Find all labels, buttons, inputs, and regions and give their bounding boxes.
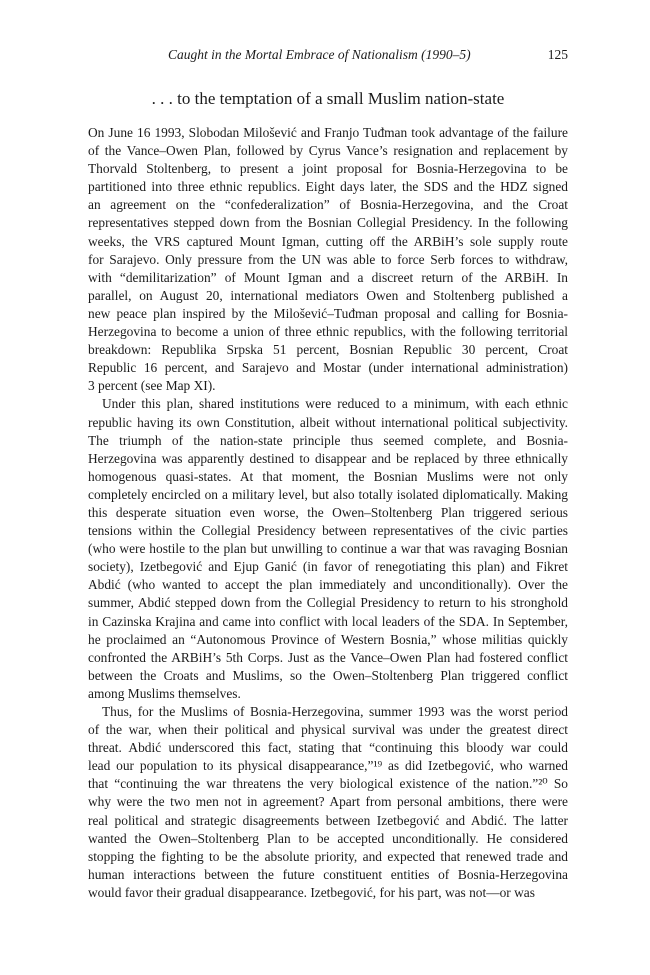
text-line: breakdown: Republika Srpska 51 percent, Bosnian Republic 30 percent, Croat <box>88 342 568 358</box>
text-line: Republic 16 percent, and Sarajevo and Mostar (under international administration) <box>88 360 568 376</box>
text-line: 3 percent (see Map XI). <box>88 378 216 394</box>
body-text <box>88 124 568 902</box>
text-line: of the war, when their political and physical survival was under the greatest direct <box>88 722 568 738</box>
text-line: Thus, for the Muslims of Bosnia-Herzegovina, summer 1993 was the worst period <box>102 704 568 719</box>
text-line: summer, Abdić stepped down from the Collegial Presidency to return to his stronghold <box>88 595 568 611</box>
running-head-title: Caught in the Mortal Embrace of Nationalism (1990–5) <box>168 47 471 62</box>
text-line: human interactions between the future constituent entities of Bosnia-Herzegovina <box>88 866 568 882</box>
text-line: he proclaimed an “Autonomous Province of Western Bosnia,” whose militias quickly <box>88 631 568 647</box>
text-line: this desperate situation even worse, the Owen–Stoltenberg Plan triggered serious <box>88 504 568 520</box>
text-line: with “demilitarization” of Mount Igman and a discreet return of the ARBiH. In <box>88 269 568 285</box>
text-line: confronted the ARBiH’s 5th Corps. Just as the Vance–Owen Plan had fostered conflict <box>88 649 568 665</box>
text-line: Under this plan, shared institutions were reduced to a minimum, with each ethnic <box>102 396 568 412</box>
text-line: representatives stepped down from the Bosnian Collegial Presidency. In the following <box>88 215 568 231</box>
text-line: among Muslims themselves. <box>88 685 241 701</box>
text-line: in Cazinska Krajina and came into conflict with local leaders of the SDA. In September, <box>88 613 568 629</box>
text-line: Herzegovina to become a union of three ethnic republics, with the following territorial <box>88 324 568 340</box>
paragraph <box>88 124 568 395</box>
text-line: tensions within the Collegial Presidency between representatives of the civic parties <box>88 523 568 539</box>
text-line: why were the two men not in agreement? Apart from personal ambitions, there were <box>88 794 568 810</box>
text-line: (who were hostile to the plan but unwilling to continue a war that was ravaging Bosnian <box>88 541 568 557</box>
text-line: threat. Abdić underscored this fact, stating that “continuing this bloody war could <box>88 740 568 756</box>
text-line: homogenous quasi-states. At that moment, the Bosnian Muslims were not only <box>88 468 568 484</box>
text-line: Herzegovina was apparently destined to disappear and be replaced by three ethnically <box>88 450 568 466</box>
paragraph <box>88 395 568 703</box>
page-number: 125 <box>547 47 568 62</box>
text-line: completely encircled on a military level, but also totally isolated diplomatically. Making <box>88 486 568 502</box>
text-line: stopping the fighting to be the absolute priority, and expected that renewed trade and <box>88 848 568 864</box>
text-line: society), Izetbegović and Ejup Ganić (in favor of renegotiating this plan) and Fikret <box>88 559 568 575</box>
paragraph <box>88 703 568 902</box>
text-line: republic having its own Constitution, albeit without international political subjectivity. <box>88 414 568 430</box>
text-line: weeks, the VRS captured Mount Igman, cutting off the ARBiH’s sole supply route <box>88 233 568 249</box>
text-line: would favor their gradual disappearance. Izetbegović, for his part, was not—or was <box>88 884 535 900</box>
text-line: lead our population to its physical disappearance,”¹⁹ as did Izetbegović, who warned <box>88 758 568 774</box>
running-head <box>88 46 568 64</box>
text-line: real political and strategic disagreements between Izetbegović and Abdić. The latter <box>88 812 568 828</box>
text-line: parallel, on August 20, international mediators Owen and Stoltenberg published a <box>88 287 568 303</box>
text-line: that “continuing the war threatens the very biological existence of the nation.”²⁰ So <box>88 776 568 792</box>
text-line: On June 16 1993, Slobodan Milošević and Franjo Tuđman took advantage of the failure <box>88 125 568 140</box>
text-line: partitioned into three ethnic republics. Eight days later, the SDS and the HDZ signed <box>88 179 568 195</box>
text-line: Abdić (who wanted to accept the plan immediately and unconditionally). Over the <box>88 577 568 593</box>
text-line: between the Croats and Muslims, so the Owen–Stoltenberg Plan triggered conflict <box>88 667 568 683</box>
section-heading: . . . to the temptation of a small Muslim nation-state <box>151 89 505 108</box>
text-line: an agreement on the “confederalization” of Bosnia-Herzegovina, and the Croat <box>88 197 568 213</box>
text-line: wanted the Owen–Stoltenberg Plan to be accepted unconditionally. He considered <box>88 830 568 846</box>
text-line: Thorvald Stoltenberg, to present a joint proposal for Bosnia-Herzegovina to be <box>88 161 568 177</box>
text-line: of the Vance–Owen Plan, followed by Cyrus Vance’s resignation and replacement by <box>88 143 568 159</box>
text-line: for Sarajevo. Only pressure from the UN was able to force Serb forces to withdraw, <box>88 251 568 267</box>
text-line: new peace plan inspired by the Milošević–Tuđman proposal and calling for Bosnia- <box>88 305 568 321</box>
text-line: The triumph of the nation-state principle thus seemed complete, and Bosnia- <box>88 432 568 448</box>
